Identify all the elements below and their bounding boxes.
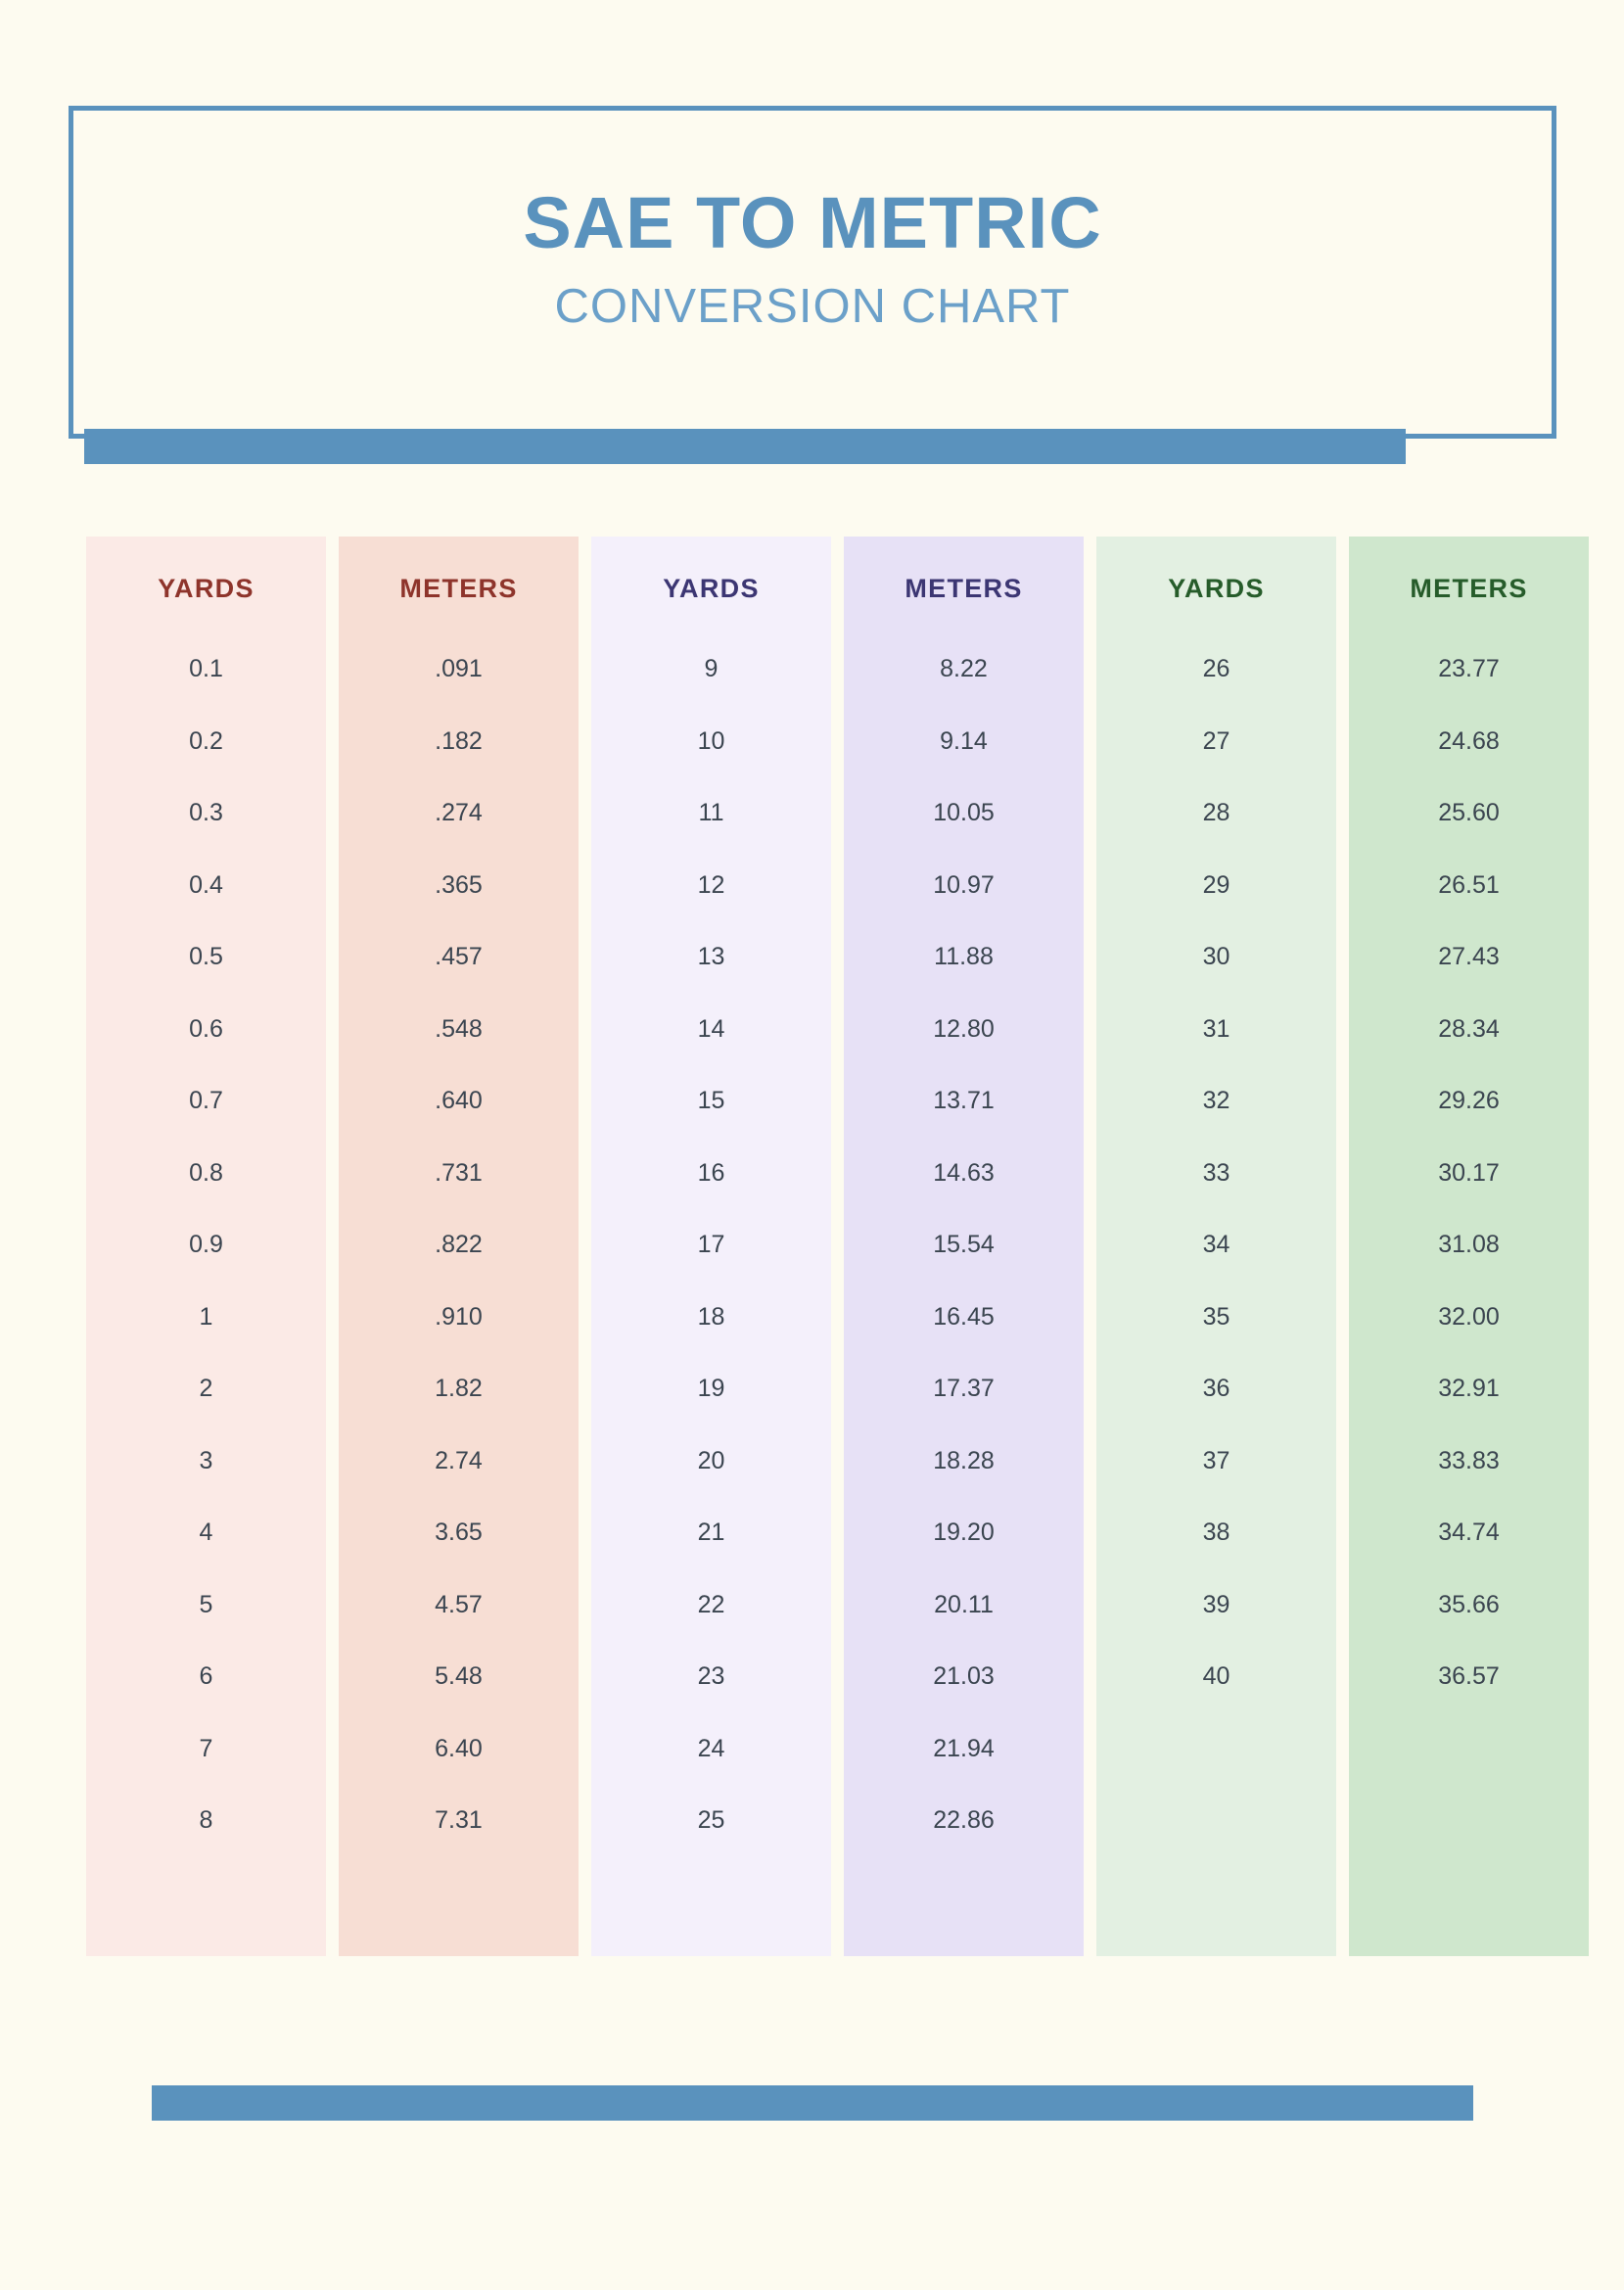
cell: .822 (435, 1231, 483, 1258)
cell: .910 (435, 1302, 483, 1331)
cell: 22.86 (933, 1806, 995, 1834)
cell: .365 (435, 870, 483, 899)
cell: 10 (697, 726, 725, 755)
column-group-3 (1096, 537, 1589, 1956)
cell: 20.11 (934, 1590, 994, 1618)
cell: 21.94 (933, 1734, 995, 1762)
cell: 28 (1202, 799, 1230, 826)
cell: 12 (697, 870, 725, 899)
cell: 0.7 (189, 1087, 223, 1114)
footer-accent-bar (152, 2085, 1473, 2121)
cell: 25.60 (1438, 799, 1500, 826)
cell: 12.80 (933, 1014, 995, 1043)
column-group-1 (86, 537, 579, 1956)
cell: 18 (697, 1302, 725, 1331)
cell: 8.22 (940, 655, 988, 682)
cell: 6 (199, 1662, 213, 1690)
header (69, 106, 1556, 444)
cell: 35.66 (1438, 1590, 1500, 1618)
cell: 16 (697, 1158, 725, 1187)
cell: 18.28 (933, 1446, 995, 1474)
cell: 0.9 (189, 1231, 223, 1258)
column-header-yards-1: YARDS (158, 574, 255, 603)
cell: 14 (697, 1014, 725, 1043)
header-accent-bar (84, 429, 1406, 464)
column-yards-3 (1096, 537, 1336, 1956)
cell: 19.20 (933, 1519, 995, 1546)
page-title: SAE TO METRIC (523, 182, 1102, 264)
conversion-table (86, 537, 1538, 1956)
cell: 29.26 (1438, 1087, 1500, 1114)
cell: 30 (1202, 943, 1230, 970)
cell: 0.4 (189, 870, 223, 899)
cell: 27 (1202, 726, 1230, 755)
cell: 33.83 (1438, 1446, 1500, 1474)
cell: 34 (1202, 1231, 1230, 1258)
column-meters-3 (1349, 537, 1589, 1956)
cell: .548 (435, 1014, 483, 1043)
cell: 39 (1202, 1590, 1230, 1618)
column-header-yards-3: YARDS (1168, 574, 1265, 603)
cell: 26.51 (1438, 870, 1500, 899)
cell: 24 (697, 1734, 725, 1762)
cell: 3 (199, 1446, 213, 1474)
header-text (69, 106, 1556, 439)
cell: 32 (1202, 1087, 1230, 1114)
cell: 0.6 (189, 1014, 223, 1043)
cell: 10.97 (933, 870, 995, 899)
column-header-meters-1: METERS (399, 574, 518, 603)
cell: .091 (435, 655, 483, 682)
cell: 0.3 (189, 799, 223, 826)
cell: 36.57 (1438, 1662, 1500, 1690)
cell: 21 (697, 1519, 725, 1546)
column-yards-2 (591, 537, 831, 1956)
cell: 36 (1202, 1375, 1230, 1402)
cell: 5 (199, 1590, 213, 1618)
cell: 17.37 (933, 1375, 995, 1402)
cell: 21.03 (933, 1662, 995, 1690)
cell: .182 (435, 726, 483, 755)
cell: 2 (199, 1375, 213, 1402)
cell: 35 (1202, 1302, 1230, 1331)
cell: 20 (697, 1446, 725, 1474)
cell: 27.43 (1438, 943, 1500, 970)
cell: 4 (199, 1519, 213, 1546)
cell: 4.57 (435, 1590, 483, 1618)
cell: .457 (435, 943, 483, 970)
cell: 38 (1202, 1519, 1230, 1546)
cell: 7.31 (435, 1806, 483, 1834)
cell: 9.14 (940, 726, 988, 755)
column-header-yards-2: YARDS (663, 574, 760, 603)
cell: 23.77 (1438, 655, 1500, 682)
cell: 11 (698, 799, 724, 826)
cell: 13.71 (933, 1087, 995, 1114)
cell: 17 (697, 1231, 725, 1258)
cell: 15 (697, 1087, 725, 1114)
cell: 23 (697, 1662, 725, 1690)
cell: 3.65 (435, 1519, 483, 1546)
cell: 1 (199, 1302, 213, 1331)
cell: 37 (1202, 1446, 1230, 1474)
cell: 32.00 (1438, 1302, 1500, 1331)
cell: 9 (704, 655, 719, 682)
cell: 40 (1202, 1662, 1230, 1690)
cell: 24.68 (1438, 726, 1500, 755)
cell: .640 (435, 1087, 483, 1114)
column-group-2 (591, 537, 1084, 1956)
cell: 1.82 (435, 1375, 483, 1402)
column-meters-1 (339, 537, 579, 1956)
column-yards-1 (86, 537, 326, 1956)
cell: 19 (697, 1375, 725, 1402)
column-meters-2 (844, 537, 1084, 1956)
cell: 15.54 (933, 1231, 995, 1258)
cell: .274 (435, 799, 483, 826)
cell: 31 (1202, 1014, 1230, 1043)
cell: 25 (697, 1806, 725, 1834)
cell: 11.88 (934, 943, 994, 970)
cell: 10.05 (933, 799, 995, 826)
cell: 22 (697, 1590, 725, 1618)
cell: 5.48 (435, 1662, 483, 1690)
cell: 26 (1202, 655, 1230, 682)
cell: 16.45 (933, 1302, 995, 1331)
cell: 34.74 (1438, 1519, 1500, 1546)
cell: 33 (1202, 1158, 1230, 1187)
cell: 2.74 (435, 1446, 483, 1474)
cell: 0.1 (189, 655, 223, 682)
cell: 7 (199, 1734, 213, 1762)
cell: 29 (1202, 870, 1230, 899)
cell: 14.63 (933, 1158, 995, 1187)
cell: .731 (435, 1158, 483, 1187)
cell: 28.34 (1438, 1014, 1500, 1043)
cell: 30.17 (1438, 1158, 1500, 1187)
cell: 0.2 (189, 726, 223, 755)
column-header-meters-3: METERS (1410, 574, 1528, 603)
cell: 6.40 (435, 1734, 483, 1762)
column-header-meters-2: METERS (905, 574, 1023, 603)
cell: 32.91 (1438, 1375, 1500, 1402)
page-subtitle: CONVERSION CHART (554, 279, 1071, 333)
cell: 31.08 (1438, 1231, 1500, 1258)
cell: 0.8 (189, 1158, 223, 1187)
cell: 0.5 (189, 943, 223, 970)
cell: 13 (697, 943, 725, 970)
cell: 8 (199, 1806, 213, 1834)
